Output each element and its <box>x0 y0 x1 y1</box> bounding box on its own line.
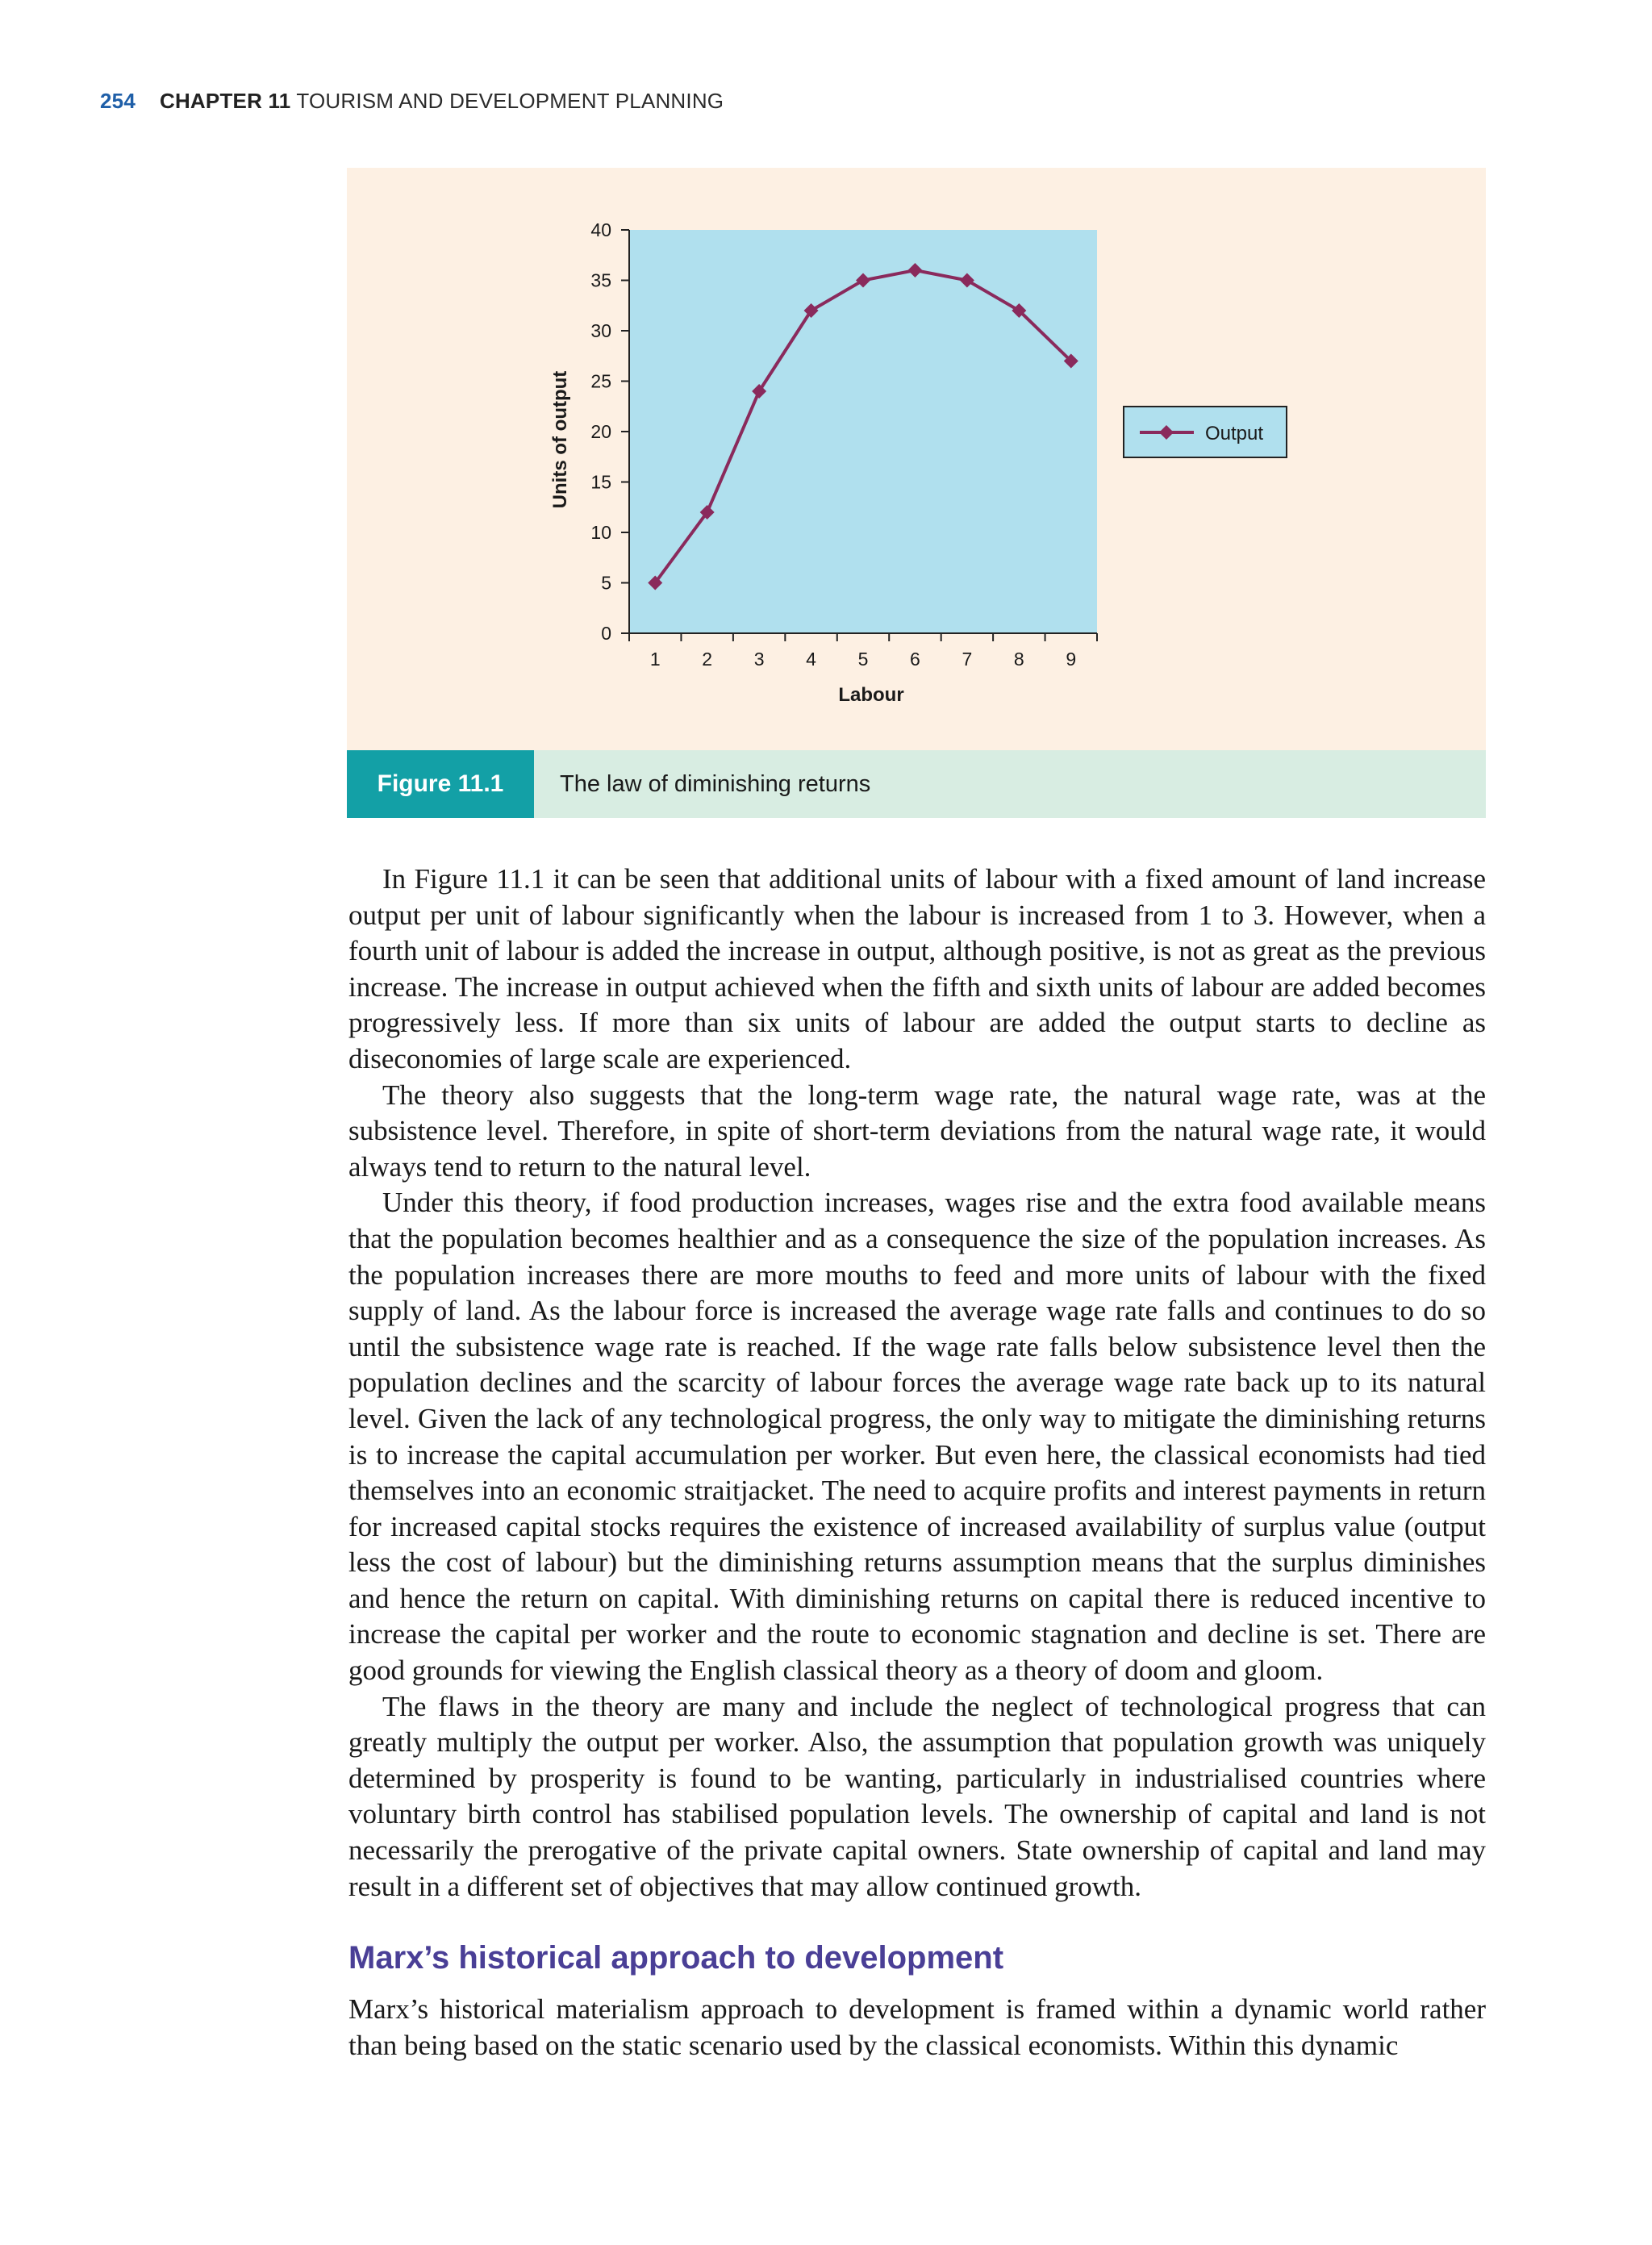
x-tick-label: 6 <box>910 649 920 670</box>
x-tick-label: 7 <box>962 649 973 670</box>
paragraph-1: In Figure 11.1 it can be seen that additional units of labour with a fixed amount of land increase output per unit of labour significantly when the labour is increased from 1 to 3. However, when a fourth unit of labour is added the increase in output, although positive, is not as great as the previous increase. The increase in output achieved when the fifth and sixth units of labour are added becomes progressively less. If more than six units of labour are added the output starts to decline as diseconomies of large scale are experienced. <box>348 863 1486 1075</box>
paragraph-3: Under this theory, if food production increases, wages rise and the extra food available means that the population becomes healthier and as a consequence the size of the population increases. As the population increases there are more mouths to feed and more units of labour with the fixed supply of land. As the labour force is increased the average wage rate falls and continues to do so until the subsistence wage rate is reached. If the wage rate falls below subsistence level then the population declines and the scarcity of labour forces the average wage rate back up to its natural level. Given the lack of any technological progress, the only way to mitigate the diminishing returns is to increase the capital accumulation per worker. But even here, the classical economists had tied themselves into an economic straitjacket. The need to acquire profits and interest payments in return for increased capital stocks requires the existence of increased availability of surplus value (output less the cost of labour) but the diminishing returns assumption means that the surplus diminishes and hence the return on capital. With diminishing returns on capital there is reduced incentive to increase the capital per worker and the route to economic stagnation and decline is set. There are good grounds for viewing the English classical theory as a theory of doom and gloom. <box>348 1187 1486 1687</box>
y-tick-label: 0 <box>601 623 611 644</box>
y-tick-label: 5 <box>601 572 611 594</box>
x-axis-label: Labour <box>838 684 904 706</box>
chapter-title: TOURISM AND DEVELOPMENT PLANNING <box>296 89 724 113</box>
y-tick-labels <box>590 219 611 644</box>
x-tick-label: 9 <box>1066 649 1077 670</box>
y-tick-label: 25 <box>590 370 611 392</box>
body-text <box>348 862 1486 2063</box>
paragraph-2: The theory also suggests that the long-term wage rate, the natural wage rate, was at the subsistence level. Therefore, in spite of short-term deviations from the natural wage rate, it would always tend to return to the natural level. <box>348 1079 1486 1183</box>
y-tick-label: 35 <box>590 269 611 291</box>
chart-legend <box>1124 407 1287 457</box>
y-tick-label: 40 <box>590 219 611 240</box>
plot-area <box>629 230 1097 633</box>
x-tick-label: 2 <box>702 649 713 670</box>
x-tick-label: 8 <box>1013 649 1024 670</box>
figure-label: Figure 11.1 <box>347 750 534 818</box>
y-axis-label: Units of output <box>549 370 571 509</box>
x-tick-label: 4 <box>806 649 816 670</box>
chapter-label: CHAPTER 11 <box>159 89 291 113</box>
paragraph-4: The flaws in the theory are many and include the neglect of technological progress that can greatly multiply the output per worker. Also, the assumption that population growth was uniquely determined by prosperity is found to be wanting, particularly in industrialised countries where voluntary birth control has stabilised population levels. The ownership of capital and land is not necessarily the prerogative of the private capital owners. State ownership of capital and land may result in a different set of objectives that may allow continued growth. <box>348 1690 1486 1902</box>
x-tick-label: 1 <box>649 649 661 670</box>
figure-caption-bar <box>347 750 1486 818</box>
y-tick-label: 10 <box>590 522 611 543</box>
figure-panel <box>347 168 1486 750</box>
legend-label: Output <box>1205 423 1264 444</box>
page-number: 254 <box>100 89 136 113</box>
x-tick-label: 3 <box>753 649 765 670</box>
y-tick-label: 20 <box>590 421 611 442</box>
y-tick-label: 30 <box>590 320 611 341</box>
x-tick-labels <box>650 649 1076 670</box>
y-tick-label: 15 <box>590 471 611 493</box>
figure-caption: The law of diminishing returns <box>560 771 871 797</box>
paragraph-5: Marx’s historical materialism approach to development is framed within a dynamic world rather than being based on the static scenario used by the classical economists. Within this dynamic <box>348 1993 1486 2061</box>
x-tick-label: 5 <box>857 649 869 670</box>
running-head <box>100 89 724 114</box>
section-heading: Marx’s historical approach to development <box>348 1940 1004 1976</box>
line-chart <box>347 168 1486 750</box>
